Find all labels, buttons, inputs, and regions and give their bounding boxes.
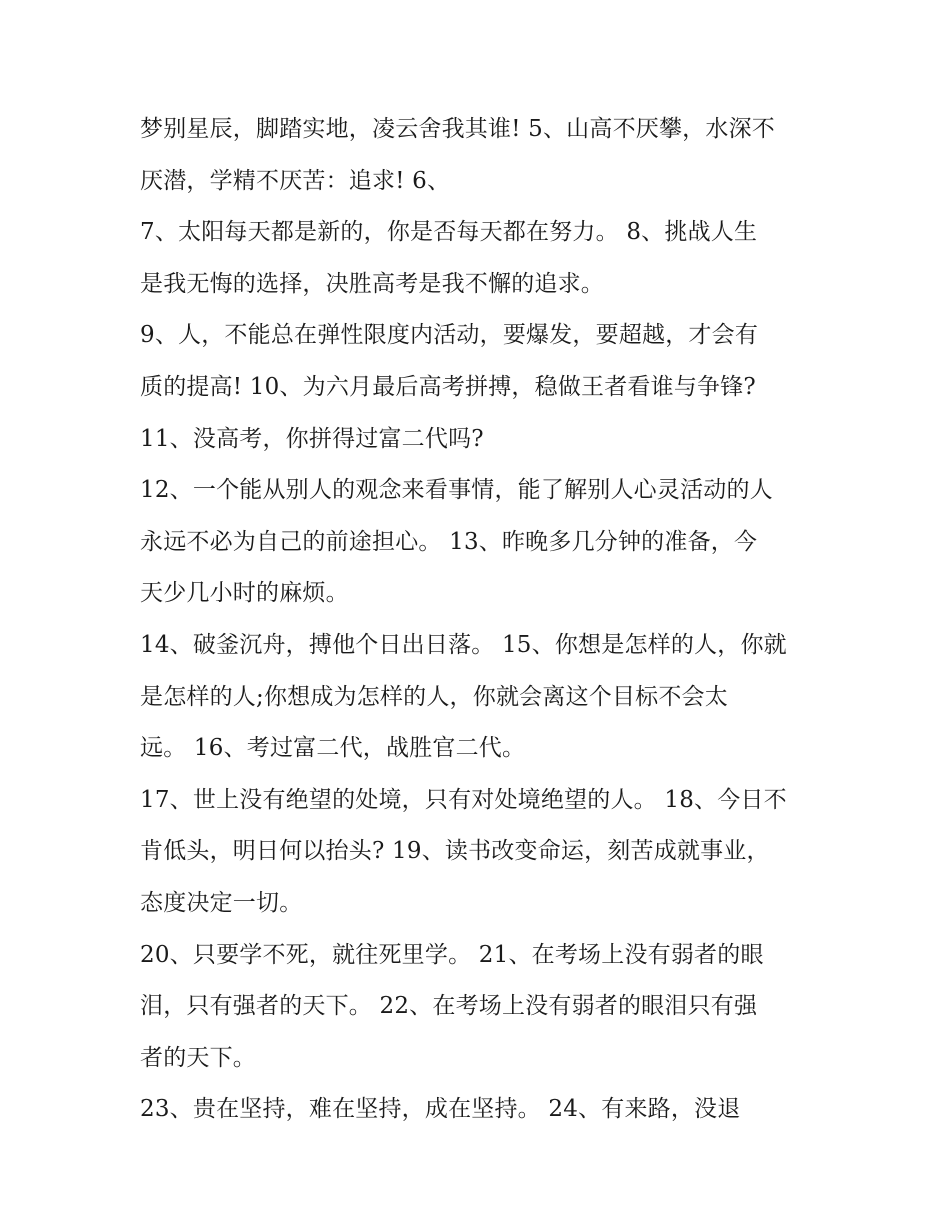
text-line: 17、世上没有绝望的处境，只有对处境绝望的人。 18、今日不 (140, 786, 787, 813)
text-line: 者的天下。 (140, 1044, 256, 1071)
text-line: 是怎样的人;你想成为怎样的人，你就会离这个目标不会太 (140, 683, 728, 710)
text-line: 12、一个能从别人的观念来看事情，能了解别人心灵活动的人 (140, 477, 773, 504)
text-line: 天少几小时的麻烦。 (140, 580, 349, 607)
text-line: 14、破釜沉舟，搏他个日出日落。 15、你想是怎样的人，你就 (140, 631, 787, 658)
text-line: 是我无悔的选择，决胜高考是我不懈的追求。 (140, 270, 604, 297)
text-line: 肯低头，明日何以抬头? 19、读书改变命运，刻苦成就事业， (140, 838, 770, 865)
document-body (140, 104, 820, 1136)
text-line: 泪，只有强者的天下。 22、在考场上没有弱者的眼泪只有强 (140, 993, 758, 1020)
text-line: 23、贵在坚持，难在坚持，成在坚持。 24、有来路，没退 (140, 1096, 741, 1123)
text-line: 厌潜，学精不厌苦：追求! 6、 (140, 167, 451, 194)
text-line: 7、太阳每天都是新的，你是否每天都在努力。 8、挑战人生 (140, 219, 758, 246)
text-line: 态度决定一切。 (140, 889, 303, 916)
text-line: 远。 16、考过富二代，战胜官二代。 (140, 735, 526, 762)
text-line: 质的提高! 10、为六月最后高考拼搏，稳做王者看谁与争锋? (140, 373, 756, 400)
text-line: 9、人，不能总在弹性限度内活动，要爆发，要超越，才会有 (140, 322, 759, 349)
text-line: 20、只要学不死，就往死里学。 21、在考场上没有弱者的眼 (140, 941, 764, 968)
text-line: 11、没高考，你拼得过富二代吗? (140, 425, 484, 452)
text-line: 梦别星辰，脚踏实地，凌云舍我其谁! 5、山高不厌攀，水深不 (140, 116, 775, 142)
text-line: 永远不必为自己的前途担心。 13、昨晚多几分钟的准备，今 (140, 528, 758, 555)
